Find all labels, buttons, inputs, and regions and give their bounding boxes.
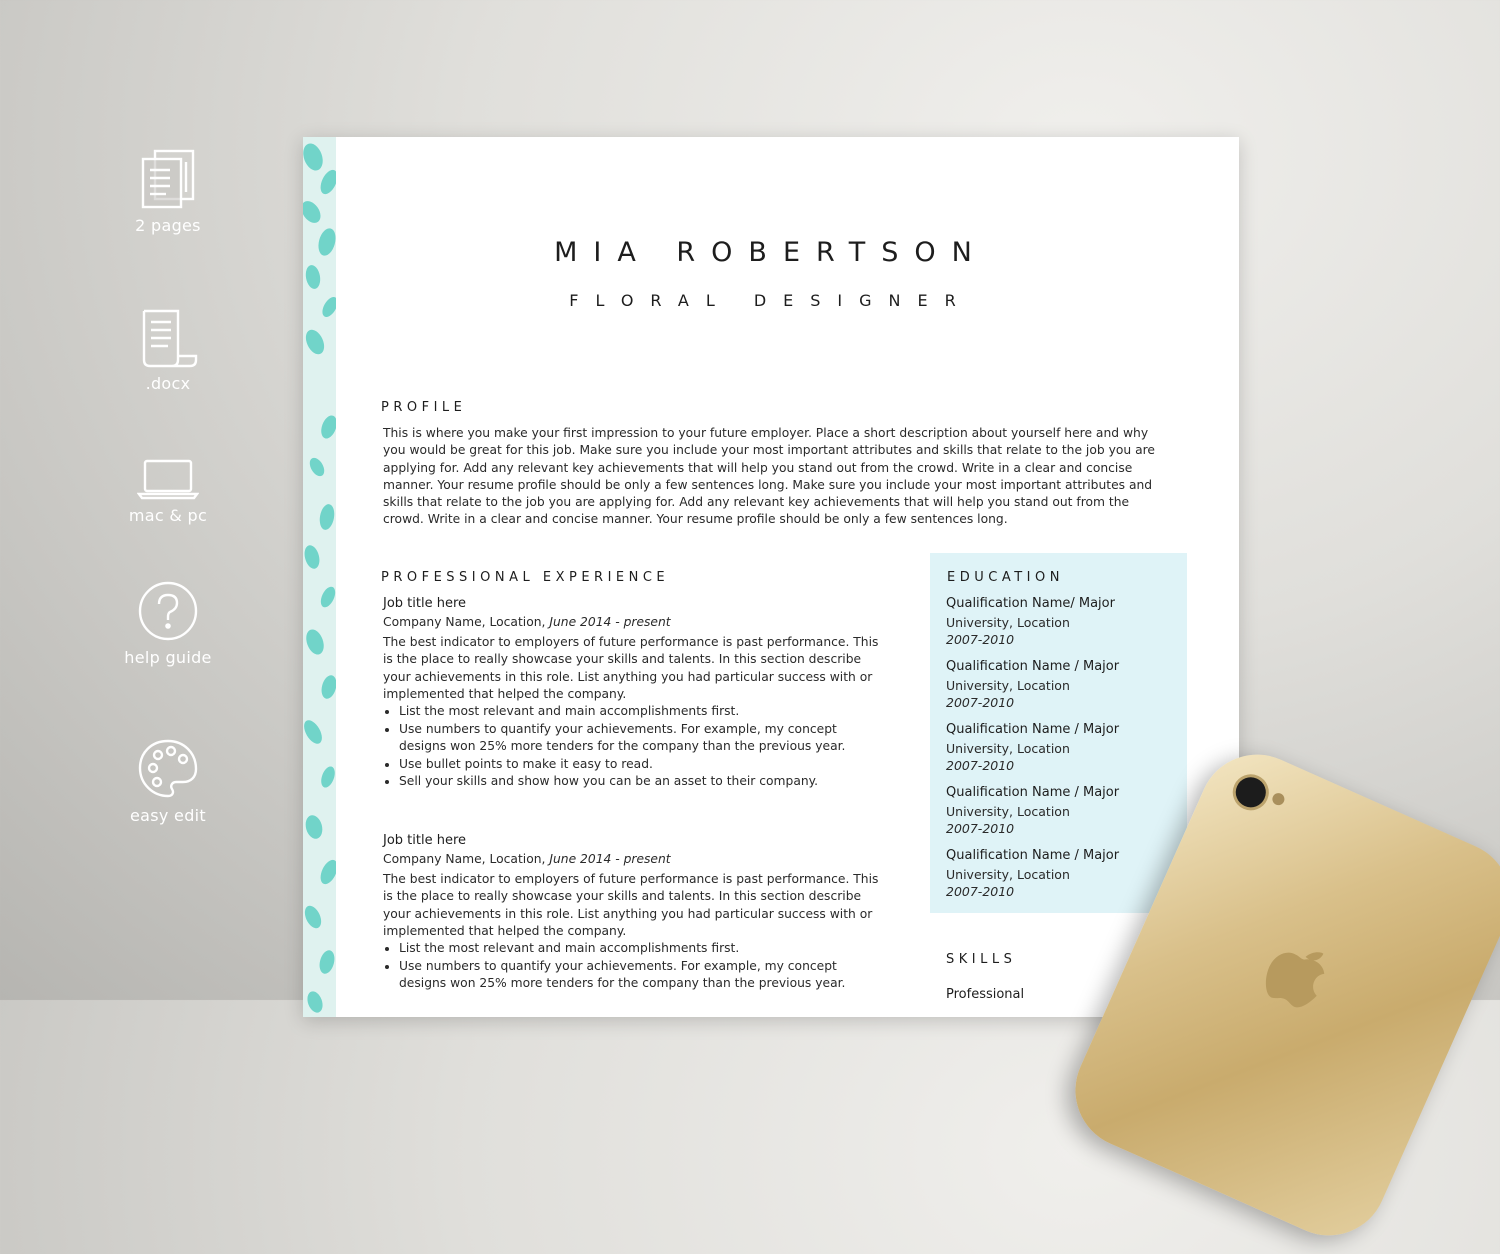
job-bullets	[383, 703, 883, 790]
bullet-item: • Use numbers to quantify your achievements. For example, my concept designs won 25% more tenders for the company than the previous year.	[399, 721, 883, 756]
resume-name: MIA ROBERTSON	[554, 237, 988, 268]
feature-label: help guide	[124, 648, 212, 667]
job-dates: June 2014 - present	[549, 852, 671, 867]
pages-icon	[138, 148, 198, 210]
qualification-name: Qualification Name / Major	[946, 848, 1120, 863]
bullet-item: • Sell your skills and show how you can be an asset to their company.	[399, 773, 883, 790]
university-location: University, Location	[946, 615, 1070, 630]
palette-icon	[137, 738, 199, 800]
experience-heading: PROFESSIONAL EXPERIENCE	[381, 570, 670, 585]
education-entry	[946, 658, 1181, 711]
education-heading: EDUCATION	[947, 570, 1064, 585]
feature-help	[108, 580, 228, 667]
feature-label: mac & pc	[128, 506, 208, 525]
education-years: 2007-2010	[946, 695, 1015, 710]
job-bullets	[383, 940, 883, 992]
qualification-name: Qualification Name / Major	[946, 722, 1120, 737]
profile-text: This is where you make your first impression to your future employer. Place a short description about yourself here and why you would be great for this job. Make sure you include your most important attributes and skills that relate to the job you are applying for. Add any relevant key achievements that will help you stand out from the crowd. Write in a clear and concise manner. Your resume profile should be only a few sentences long. Make sure you include your most important attributes and skills that relate to the job you are applying for. Add any relevant key achievements that will help you stand out from the crowd. Write in a clear and concise manner. Your resume profile should be only a few sentences long.	[383, 426, 1155, 527]
apple-logo-icon	[1255, 926, 1342, 1019]
feature-platform	[108, 458, 228, 525]
qualification-name: Qualification Name/ Major	[946, 596, 1115, 611]
university-location: University, Location	[946, 804, 1070, 819]
feature-edit	[108, 738, 228, 825]
qualification-name: Qualification Name / Major	[946, 659, 1120, 674]
job-dates: June 2014 - present	[549, 615, 671, 630]
education-years: 2007-2010	[946, 884, 1015, 899]
job-description: The best indicator to employers of future performance is past performance. This is the place to really showcase your skills and talents. In this section describe your achievements in this role. List anything you had particular success with or implemented that helped the company.	[383, 871, 879, 939]
resume-page	[303, 137, 1239, 1017]
company-location: Company Name, Location,	[383, 615, 546, 630]
education-entry	[946, 721, 1181, 774]
job-company	[383, 851, 883, 868]
help-icon	[137, 580, 199, 642]
skills-heading: SKILLS	[946, 952, 1017, 967]
bullet-item: • List the most relevant and main accomplishments first.	[399, 703, 883, 720]
qualification-name: Qualification Name / Major	[946, 785, 1120, 800]
education-entry	[946, 595, 1181, 648]
docx-icon	[138, 308, 198, 368]
feature-pages	[108, 148, 228, 235]
bullet-item: • Use bullet points to make it easy to read.	[399, 756, 883, 773]
job-company	[383, 614, 883, 631]
company-location: Company Name, Location,	[383, 852, 546, 867]
flash-icon	[1270, 791, 1286, 807]
bullet-item: • List the most relevant and main accomplishments first.	[399, 940, 883, 957]
feature-label: 2 pages	[135, 216, 201, 235]
education-entry	[946, 784, 1181, 837]
profile-heading: PROFILE	[381, 400, 467, 415]
job-entry	[383, 595, 883, 790]
bullet-item: • Use numbers to quantify your achievements. For example, my concept designs won 25% more tenders for the company than the previous year.	[399, 958, 883, 993]
university-location: University, Location	[946, 741, 1070, 756]
camera-icon	[1227, 769, 1275, 817]
feature-label: .docx	[145, 374, 191, 393]
feature-docx	[108, 308, 228, 393]
job-description: The best indicator to employers of future performance is past performance. This is the place to really showcase your skills and talents. In this section describe your achievements in this role. List anything you had particular success with or implemented that helped the company.	[383, 634, 879, 702]
job-entry	[383, 832, 883, 993]
laptop-icon	[137, 458, 199, 500]
university-location: University, Location	[946, 678, 1070, 693]
floral-border	[303, 137, 336, 1017]
education-box	[930, 553, 1187, 913]
university-location: University, Location	[946, 867, 1070, 882]
education-years: 2007-2010	[946, 821, 1015, 836]
education-years: 2007-2010	[946, 632, 1015, 647]
resume-job-title: FLORAL DESIGNER	[569, 291, 973, 310]
feature-label: easy edit	[130, 806, 206, 825]
education-years: 2007-2010	[946, 758, 1015, 773]
job-title: Job title here	[383, 596, 467, 611]
skills-subheading: Professional	[946, 987, 1025, 1002]
education-entry	[946, 847, 1181, 900]
job-title: Job title here	[383, 833, 467, 848]
